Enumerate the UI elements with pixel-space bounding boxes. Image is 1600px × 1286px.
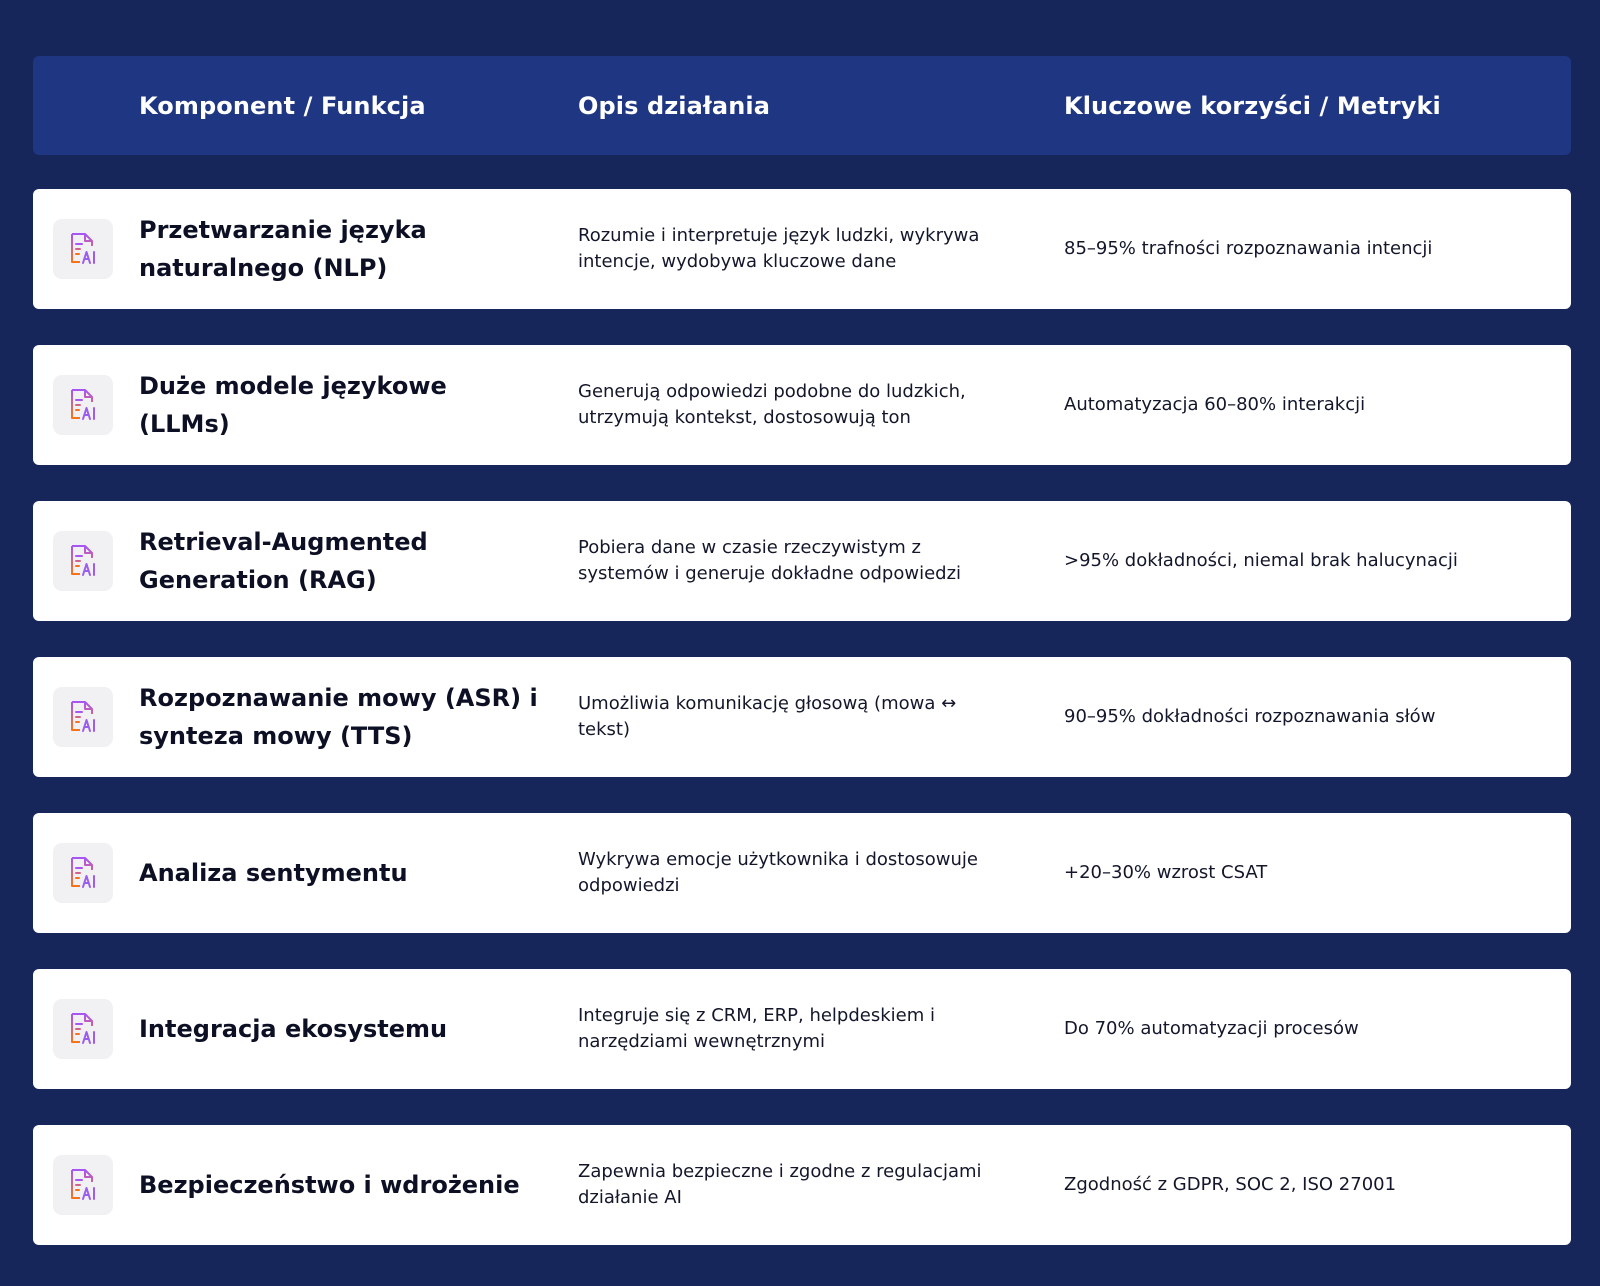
component-metric: 90–95% dokładności rozpoznawania słów (1064, 706, 1436, 727)
component-description: Zapewnia bezpieczne i zgodne z regulacjami działanie AI (578, 1161, 982, 1208)
component-name: Integracja ekosystemu (139, 1015, 448, 1043)
table-row (33, 813, 1571, 933)
component-description: Wykrywa emocje użytkownika i dostosowuje odpowiedzi (578, 849, 978, 896)
ai-document-icon (53, 843, 113, 903)
table-row (33, 501, 1571, 621)
component-metric: >95% dokładności, niemal brak halucynacji (1064, 550, 1458, 571)
component-metric: 85–95% trafności rozpoznawania intencji (1064, 238, 1433, 259)
component-name: Analiza sentymentu (139, 859, 408, 887)
component-name: Przetwarzanie języka naturalnego (NLP) (139, 216, 427, 282)
header-metrics: Kluczowe korzyści / Metryki (1064, 91, 1441, 120)
ai-document-icon (53, 531, 113, 591)
component-description: Generują odpowiedzi podobne do ludzkich, utrzymują kontekst, dostosowują ton (578, 381, 966, 428)
table-row (33, 189, 1571, 309)
table-header (33, 56, 1571, 155)
table-row (33, 1125, 1571, 1245)
header-component: Komponent / Funkcja (139, 91, 426, 120)
component-description: Umożliwia komunikację głosową (mowa ↔ tekst) (578, 693, 957, 740)
component-name: Bezpieczeństwo i wdrożenie (139, 1171, 520, 1199)
header-description: Opis działania (578, 91, 771, 120)
ai-document-icon (53, 219, 113, 279)
component-metric: +20–30% wzrost CSAT (1064, 862, 1268, 883)
component-metric: Automatyzacja 60–80% interakcji (1064, 394, 1366, 415)
table-row (33, 657, 1571, 777)
component-description: Rozumie i interpretuje język ludzki, wykrywa intencje, wydobywa kluczowe dane (578, 225, 980, 272)
component-metric: Do 70% automatyzacji procesów (1064, 1018, 1359, 1039)
component-name: Duże modele językowe (LLMs) (139, 372, 447, 438)
component-name: Retrieval-Augmented Generation (RAG) (139, 528, 428, 594)
component-name: Rozpoznawanie mowy (ASR) i synteza mowy (TTS) (139, 684, 538, 750)
ai-document-icon (53, 1155, 113, 1215)
ai-document-icon (53, 375, 113, 435)
component-table (33, 56, 1571, 1208)
component-description: Integruje się z CRM, ERP, helpdeskiem i narzędziami wewnętrznymi (578, 1005, 935, 1052)
table-row (33, 345, 1571, 465)
table-row (33, 969, 1571, 1089)
component-description: Pobiera dane w czasie rzeczywistym z systemów i generuje dokładne odpowiedzi (578, 537, 962, 584)
ai-document-icon (53, 687, 113, 747)
ai-document-icon (53, 999, 113, 1059)
component-metric: Zgodność z GDPR, SOC 2, ISO 27001 (1064, 1174, 1397, 1195)
